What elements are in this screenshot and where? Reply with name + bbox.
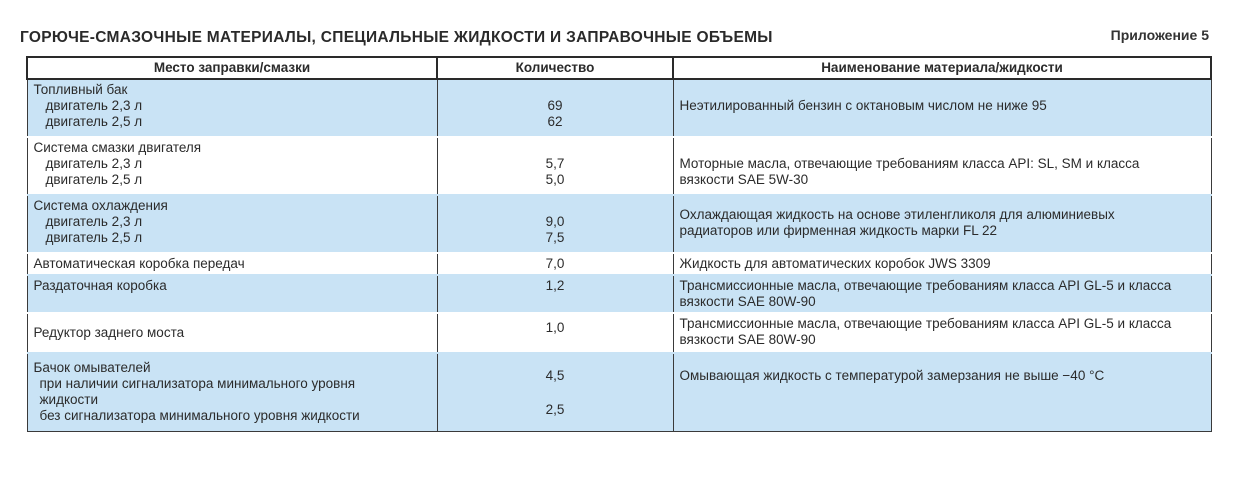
place-label: Система смазки двигателя [33, 140, 202, 155]
quantity-cell [437, 313, 673, 353]
column-header-place: Место заправки/смазки [27, 57, 437, 79]
table-row-engine-lubrication [27, 137, 1211, 195]
place-label: Раздаточная коробка [33, 278, 167, 293]
place-sub-label: двигатель 2,3 л [45, 98, 143, 113]
quantity-value: 62 [547, 114, 563, 129]
fluids-table [26, 56, 1212, 432]
table-row-automatic-transmission [27, 253, 1211, 275]
quantity-value: 5,0 [545, 172, 565, 187]
place-cell [27, 79, 437, 137]
place-sub-label: двигатель 2,5 л [45, 114, 143, 129]
place-label: Топливный бак [33, 82, 128, 97]
table-header-row [27, 57, 1211, 79]
material-text: вязкости SAE 80W-90 [679, 294, 816, 309]
place-label: Автоматическая коробка передач [33, 256, 245, 271]
place-cell [27, 195, 437, 253]
quantity-cell [437, 353, 673, 431]
place-sub-label: при наличии сигнализатора минимального уровня [39, 376, 356, 391]
material-text: радиаторов или фирменная жидкость марки FL 22 [679, 223, 998, 238]
quantity-value: 5,7 [545, 156, 565, 171]
material-text: Неэтилированный бензин с октановым числом не ниже 95 [679, 98, 1047, 113]
appendix-label: Приложение 5 [1110, 27, 1209, 43]
material-text: Моторные масла, отвечающие требованиям класса API: SL, SM и класса [679, 156, 1140, 171]
material-cell [673, 195, 1211, 253]
material-cell [673, 79, 1211, 137]
material-cell [673, 275, 1211, 313]
material-text: Охлаждающая жидкость на основе этиленгликоля для алюминиевых [679, 207, 1115, 222]
material-text: Жидкость для автоматических коробок JWS 3309 [679, 256, 991, 271]
quantity-value: 4,5 [545, 368, 565, 383]
place-cell [27, 275, 437, 313]
place-cell [27, 353, 437, 431]
quantity-value: 1,0 [545, 320, 565, 335]
material-text: вязкости SAE 5W-30 [679, 172, 809, 187]
place-sub-label: двигатель 2,5 л [45, 230, 143, 245]
table-row-washer-reservoir [27, 353, 1211, 431]
quantity-value: 7,0 [545, 256, 565, 271]
quantity-value: 1,2 [545, 278, 565, 293]
material-text: Омывающая жидкость с температурой замерзания не выше −40 °С [679, 368, 1105, 383]
quantity-cell [437, 137, 673, 195]
place-label: Бачок омывателей [33, 360, 151, 375]
quantity-value: 7,5 [545, 230, 565, 245]
place-label: Система охлаждения [33, 198, 168, 213]
material-cell [673, 137, 1211, 195]
material-text: вязкости SAE 80W-90 [679, 332, 816, 347]
table-row-cooling-system [27, 195, 1211, 253]
place-sub-label: двигатель 2,3 л [45, 214, 143, 229]
quantity-value: 69 [547, 98, 563, 113]
quantity-cell [437, 253, 673, 275]
page-title: ГОРЮЧЕ-СМАЗОЧНЫЕ МАТЕРИАЛЫ, СПЕЦИАЛЬНЫЕ ЖИДКОСТИ И ЗАПРАВОЧНЫЕ ОБЪЕМЫ [20, 29, 773, 46]
table-row-transfer-case [27, 275, 1211, 313]
material-cell [673, 353, 1211, 431]
table-row-rear-axle [27, 313, 1211, 353]
table-row-fuel-tank [27, 79, 1211, 137]
quantity-value: 9,0 [545, 214, 565, 229]
place-cell [27, 313, 437, 353]
material-cell [673, 313, 1211, 353]
place-sub-label: двигатель 2,3 л [45, 156, 143, 171]
column-header-quantity: Количество [437, 57, 673, 79]
place-sub-label: без сигнализатора минимального уровня жидкости [39, 408, 360, 423]
material-cell [673, 253, 1211, 275]
quantity-cell [437, 275, 673, 313]
material-text: Трансмиссионные масла, отвечающие требованиям класса API GL-5 и класса [679, 316, 1172, 331]
place-cell [27, 253, 437, 275]
place-label: Редуктор заднего моста [33, 325, 185, 340]
spacer [444, 384, 667, 402]
quantity-value: 2,5 [545, 402, 565, 417]
place-sub-label: жидкости [39, 392, 98, 407]
quantity-cell [437, 195, 673, 253]
material-text: Трансмиссионные масла, отвечающие требованиям класса API GL-5 и класса [679, 278, 1172, 293]
place-sub-label: двигатель 2,5 л [45, 172, 143, 187]
column-header-material: Наименование материала/жидкости [673, 57, 1211, 79]
place-cell [27, 137, 437, 195]
quantity-cell [437, 79, 673, 137]
